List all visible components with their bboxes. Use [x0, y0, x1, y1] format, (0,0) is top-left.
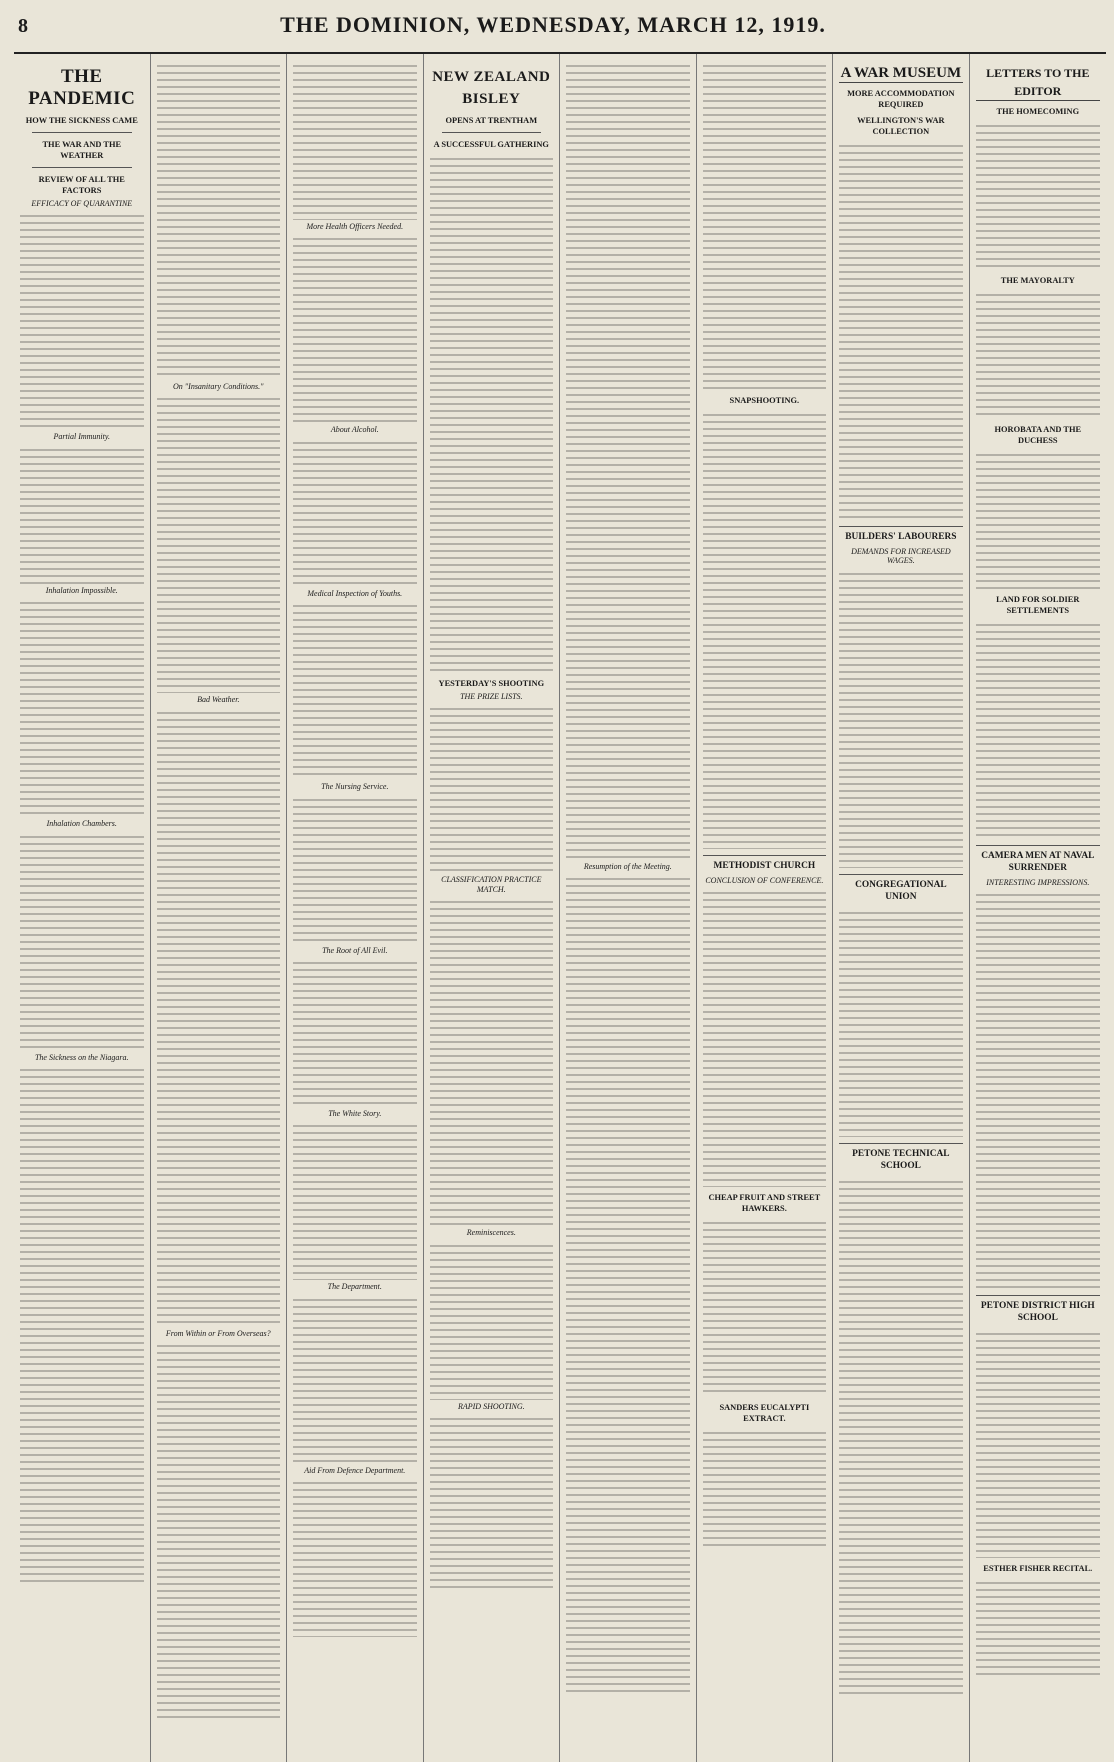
headline-war-museum: A WAR MUSEUM	[840, 65, 962, 81]
subhead: SNAPSHOOTING.	[729, 396, 800, 405]
article-body	[430, 703, 554, 873]
results-list	[703, 409, 827, 849]
article-body	[976, 1328, 1100, 1558]
subhead: Inhalation Chambers.	[46, 819, 117, 829]
letter-body	[976, 619, 1100, 839]
subhead-builders: BUILDERS' LABOURERS	[839, 526, 963, 543]
article-body	[20, 210, 144, 430]
subhead: Inhalation Impossible.	[45, 585, 118, 595]
article-body	[293, 600, 417, 780]
letter-body	[976, 289, 1100, 419]
article-body	[703, 887, 827, 1187]
results-list	[430, 1413, 554, 1593]
subhead: THE WAR AND THE WEATHER	[42, 140, 122, 160]
subhead: CHEAP FRUIT AND STREET HAWKERS.	[708, 1193, 821, 1214]
subhead: RAPID SHOOTING.	[457, 1401, 525, 1411]
subhead: THE MAYORALTY	[1000, 276, 1075, 285]
article-body	[293, 794, 417, 944]
article-body	[976, 1577, 1100, 1677]
article-body	[703, 1217, 827, 1397]
headline-letters: LETTERS TO THE EDITOR	[976, 64, 1100, 101]
subhead: The Root of All Evil.	[322, 945, 388, 955]
article-body	[703, 1427, 827, 1547]
headline-pandemic: THE PANDEMIC	[28, 66, 136, 109]
subhead-petone-technical: PETONE TECHNICAL SCHOOL	[839, 1143, 963, 1172]
subhead: A SUCCESSFUL GATHERING	[433, 140, 549, 149]
subhead-congregational: CONGREGATIONAL UNION	[839, 874, 963, 903]
article-body	[839, 907, 963, 1137]
column-8	[970, 54, 1106, 1762]
article-body	[839, 140, 963, 520]
subhead: INTERESTING IMPRESSIONS.	[986, 878, 1090, 887]
subhead-petone-high: PETONE DISTRICT HIGH SCHOOL	[976, 1295, 1100, 1324]
headline-bisley: NEW ZEALAND BISLEY	[432, 69, 551, 107]
results-list	[430, 896, 554, 1226]
article-body	[293, 1120, 417, 1280]
article-body	[157, 60, 281, 380]
article-body	[293, 957, 417, 1107]
subhead: On "Insanitary Conditions."	[173, 382, 264, 391]
article-body	[157, 393, 281, 693]
columns	[14, 54, 1106, 1762]
column-3	[287, 54, 424, 1762]
subhead: ESTHER FISHER RECITAL.	[983, 1564, 1093, 1574]
article-body	[430, 153, 554, 673]
article-body	[293, 233, 417, 423]
column-1	[14, 54, 151, 1762]
article-body	[839, 1176, 963, 1696]
subhead: The Sickness on the Niagara.	[34, 1052, 129, 1062]
subhead: The Nursing Service.	[321, 782, 389, 792]
article-body	[293, 1294, 417, 1464]
subhead: CLASSIFICATION PRACTICE MATCH.	[441, 875, 542, 894]
subhead: THE PRIZE LISTS.	[460, 692, 523, 701]
subhead: Medical Inspection of Youths.	[307, 588, 403, 598]
subhead: Aid From Defence Department.	[304, 1465, 406, 1475]
subhead: WELLINGTON'S WAR COLLECTION	[857, 116, 945, 136]
subhead: REVIEW OF ALL THE FACTORS	[38, 175, 125, 195]
subhead: LAND FOR SOLDIER SETTLEMENTS	[996, 595, 1080, 615]
subhead: HOW THE SICKNESS CAME	[25, 116, 138, 125]
subhead: EFFICACY OF QUARANTINE	[31, 199, 133, 208]
subhead: From Within or From Overseas?	[165, 1328, 271, 1338]
subhead: CONCLUSION OF CONFERENCE.	[705, 876, 824, 885]
article-body	[157, 1340, 281, 1720]
column-5	[560, 54, 697, 1762]
subhead: More Health Officers Needed.	[306, 222, 404, 231]
column-7	[833, 54, 970, 1762]
article-body	[293, 1477, 417, 1637]
subhead-camera-men: CAMERA MEN AT NAVAL SURRENDER	[976, 845, 1100, 874]
article-body	[976, 889, 1100, 1289]
subhead: The Department.	[327, 1282, 382, 1292]
subhead-methodist: METHODIST CHURCH	[703, 855, 827, 872]
subhead: SANDERS EUCALYPTI EXTRACT.	[719, 1403, 810, 1424]
subhead: Resumption of the Meeting.	[583, 862, 672, 871]
article-body	[293, 60, 417, 220]
paper-title: THE DOMINION, WEDNESDAY, MARCH 12, 1919.	[280, 12, 826, 37]
column-2	[151, 54, 288, 1762]
subhead: HOROBATA AND THE DUCHESS	[994, 425, 1082, 445]
article-body	[20, 444, 144, 584]
subhead: THE HOMECOMING	[996, 107, 1080, 116]
masthead	[14, 12, 1106, 54]
letter-body	[976, 120, 1100, 270]
subhead: Reminiscences.	[466, 1228, 516, 1238]
results-list	[566, 60, 690, 860]
results-list	[703, 60, 827, 390]
subhead: Partial Immunity.	[53, 432, 110, 442]
article-body	[430, 1240, 554, 1400]
article-body	[20, 831, 144, 1051]
column-4	[424, 54, 561, 1762]
subhead: MORE ACCOMMODATION REQUIRED	[847, 89, 955, 109]
article-body	[20, 597, 144, 817]
subhead: OPENS AT TRENTHAM	[445, 116, 538, 125]
subhead: YESTERDAY'S SHOOTING	[438, 679, 545, 688]
letter-body	[976, 449, 1100, 589]
article-body	[293, 437, 417, 587]
article-body	[157, 707, 281, 1327]
page-number: 8	[18, 15, 28, 37]
subhead: The White Story.	[328, 1109, 382, 1119]
article-body	[20, 1064, 144, 1584]
column-6	[697, 54, 834, 1762]
article-body	[566, 873, 690, 1693]
article-body	[839, 568, 963, 868]
subhead: DEMANDS FOR INCREASED WAGES.	[851, 547, 951, 566]
subhead: About Alcohol.	[330, 425, 379, 435]
subhead: Bad Weather.	[197, 695, 240, 705]
